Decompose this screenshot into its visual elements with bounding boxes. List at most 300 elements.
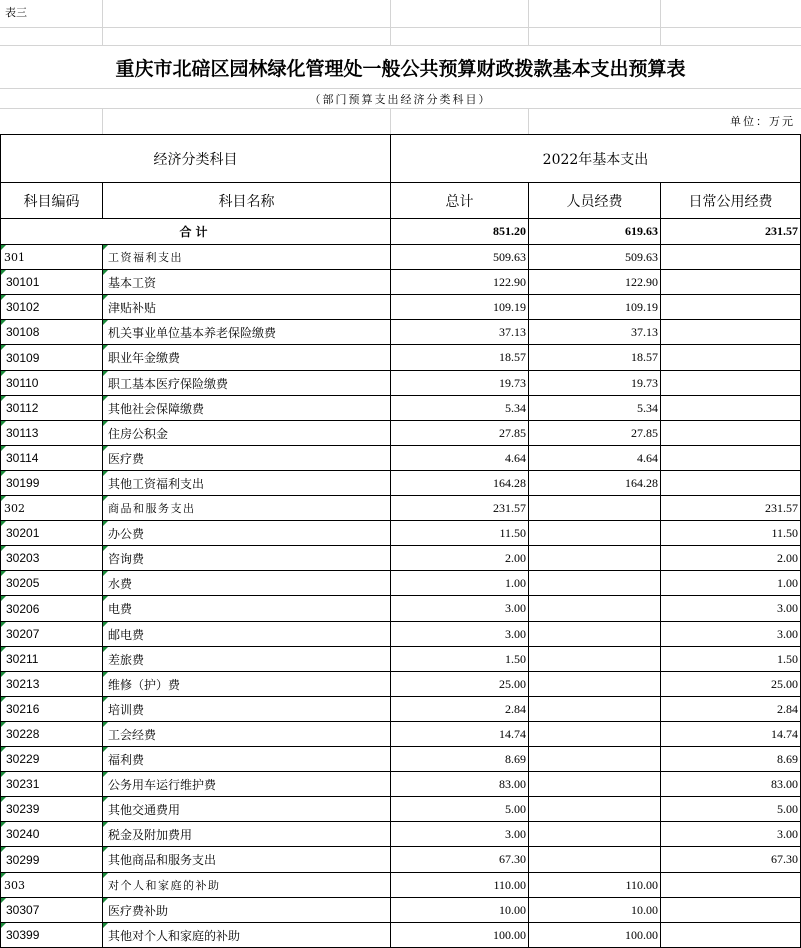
column-border <box>660 647 661 671</box>
column-border <box>528 797 529 821</box>
row-public <box>661 295 800 319</box>
cell-marker-icon <box>1 471 6 476</box>
cell-marker-icon <box>103 622 108 627</box>
row-name: 电费 <box>108 602 133 616</box>
column-border <box>102 446 103 470</box>
column-border <box>102 722 103 746</box>
row-public <box>661 471 800 495</box>
column-border <box>390 496 391 520</box>
row-public: 14.74 <box>771 726 798 741</box>
row-name: 职工基本医疗保险缴费 <box>108 376 229 391</box>
column-border <box>102 270 103 294</box>
row-total: 19.73 <box>499 375 526 390</box>
row-name: 医疗费 <box>108 451 145 466</box>
row-public: 5.00 <box>777 801 798 816</box>
cell-marker-icon <box>1 496 6 501</box>
row-public <box>661 898 800 922</box>
column-border <box>390 446 391 470</box>
column-border <box>660 546 661 570</box>
column-border <box>528 722 529 746</box>
row-personnel <box>529 797 660 821</box>
row-name: 福利费 <box>108 752 145 767</box>
row-name: 培训费 <box>108 702 145 717</box>
cell-marker-icon <box>103 797 108 802</box>
row-name: 商品和服务支出 <box>108 502 196 515</box>
row-total: 231.57 <box>493 500 526 515</box>
column-border <box>102 873 103 897</box>
column-border <box>390 421 391 445</box>
column-border <box>660 898 661 922</box>
row-name: 办公费 <box>108 526 145 541</box>
cell-marker-icon <box>103 345 108 350</box>
cell-marker-icon <box>1 320 6 325</box>
column-border <box>660 471 661 495</box>
row-name: 工会经费 <box>108 727 157 742</box>
column-border <box>102 320 103 344</box>
column-border <box>528 345 529 370</box>
column-border <box>390 697 391 721</box>
row-code: 30114 <box>6 451 39 465</box>
row-code: 30112 <box>6 401 39 415</box>
column-border <box>528 270 529 294</box>
column-border <box>528 697 529 721</box>
column-border <box>660 697 661 721</box>
row-name: 住房公积金 <box>108 426 169 441</box>
row-code: 30211 <box>6 652 39 666</box>
column-border <box>528 496 529 520</box>
column-border <box>102 596 103 621</box>
row-public <box>661 320 800 344</box>
column-border <box>528 421 529 445</box>
cell-marker-icon <box>103 923 108 928</box>
cell-marker-icon <box>1 345 6 350</box>
cell-marker-icon <box>1 847 6 852</box>
column-border <box>390 923 391 947</box>
row-personnel: 27.85 <box>631 425 658 440</box>
row-code: 30216 <box>6 702 40 716</box>
row-personnel <box>529 571 660 595</box>
row-public: 8.69 <box>777 751 798 766</box>
column-border <box>660 421 661 445</box>
cell-marker-icon <box>1 647 6 652</box>
row-personnel <box>529 596 660 621</box>
row-total: 110.00 <box>493 877 526 892</box>
header-public: 日常公用经费 <box>688 193 773 210</box>
row-total: 8.69 <box>505 751 526 766</box>
row-code: 30239 <box>6 802 40 816</box>
cell-marker-icon <box>1 697 6 702</box>
column-border <box>528 898 529 922</box>
row-code: 30101 <box>6 275 40 289</box>
cell-marker-icon <box>103 747 108 752</box>
column-border <box>528 596 529 621</box>
cell-marker-icon <box>1 672 6 677</box>
row-personnel: 19.73 <box>631 375 658 390</box>
cell-marker-icon <box>103 672 108 677</box>
row-personnel <box>529 647 660 671</box>
cell-marker-icon <box>103 471 108 476</box>
row-public: 3.00 <box>777 601 798 615</box>
cell-marker-icon <box>103 722 108 727</box>
row-public <box>661 873 800 897</box>
column-border <box>390 722 391 746</box>
column-border <box>102 345 103 370</box>
summary-total: 851.20 <box>493 224 526 238</box>
column-border <box>390 521 391 545</box>
row-total: 122.90 <box>493 274 526 289</box>
row-code: 30231 <box>6 777 40 791</box>
cell-marker-icon <box>1 396 6 401</box>
cell-marker-icon <box>103 245 108 250</box>
column-border <box>660 847 661 872</box>
cell-marker-icon <box>103 320 108 325</box>
column-border <box>102 822 103 846</box>
column-border <box>660 345 661 370</box>
row-total: 3.00 <box>505 826 526 841</box>
row-total: 3.00 <box>505 626 526 641</box>
row-personnel: 100.00 <box>625 927 658 942</box>
row-total: 509.63 <box>493 249 526 264</box>
cell-marker-icon <box>1 898 6 903</box>
column-border <box>660 923 661 947</box>
row-total: 4.64 <box>505 450 526 465</box>
row-personnel: 5.34 <box>637 400 658 415</box>
column-border <box>390 295 391 319</box>
column-border <box>390 345 391 370</box>
column-border <box>660 596 661 621</box>
row-public: 67.30 <box>771 852 798 866</box>
row-code: 30206 <box>6 601 40 616</box>
column-border <box>660 270 661 294</box>
column-border <box>390 571 391 595</box>
column-border <box>390 772 391 796</box>
row-total: 18.57 <box>499 350 526 364</box>
grid-line <box>102 0 103 45</box>
column-border <box>102 647 103 671</box>
column-border <box>102 898 103 922</box>
row-name: 差旅费 <box>108 652 145 667</box>
row-total: 25.00 <box>499 676 526 691</box>
cell-marker-icon <box>1 521 6 526</box>
grid-line <box>528 0 529 45</box>
cell-marker-icon <box>1 722 6 727</box>
column-border <box>102 622 103 646</box>
row-public <box>661 396 800 420</box>
row-public: 1.00 <box>777 575 798 590</box>
row-total: 83.00 <box>499 776 526 791</box>
cell-marker-icon <box>103 295 108 300</box>
row-personnel: 122.90 <box>625 274 658 289</box>
row-code: 30102 <box>6 300 40 314</box>
column-border <box>528 647 529 671</box>
column-border <box>528 295 529 319</box>
column-border <box>102 521 103 545</box>
row-total: 2.84 <box>505 701 526 716</box>
column-border <box>528 622 529 646</box>
row-code: 30299 <box>6 852 40 867</box>
column-border <box>660 521 661 545</box>
page-subtitle: （部门预算支出经济分类科目） <box>309 92 492 106</box>
column-border <box>390 672 391 696</box>
row-public: 3.00 <box>777 626 798 641</box>
column-border <box>660 245 661 269</box>
row-total: 164.28 <box>493 475 526 490</box>
column-border <box>660 571 661 595</box>
column-border <box>660 295 661 319</box>
row-code: 301 <box>4 250 25 264</box>
row-name: 基本工资 <box>108 275 157 290</box>
column-border <box>528 873 529 897</box>
row-public: 25.00 <box>771 676 798 691</box>
column-border <box>528 396 529 420</box>
row-personnel: 4.64 <box>637 450 658 465</box>
cell-marker-icon <box>1 622 6 627</box>
column-border <box>528 471 529 495</box>
column-border <box>528 571 529 595</box>
column-border <box>102 772 103 796</box>
row-name: 津贴补贴 <box>108 300 157 315</box>
column-border <box>390 622 391 646</box>
row-name: 其他工资福利支出 <box>108 476 205 491</box>
row-personnel <box>529 697 660 721</box>
column-border <box>528 923 529 947</box>
cell-marker-icon <box>1 571 6 576</box>
row-total: 5.00 <box>505 801 526 816</box>
row-name: 公务用车运行维护费 <box>108 777 217 792</box>
column-border <box>660 772 661 796</box>
column-border <box>528 245 529 269</box>
row-total: 5.34 <box>505 400 526 415</box>
row-public <box>661 923 800 947</box>
cell-marker-icon <box>103 396 108 401</box>
cell-marker-icon <box>103 873 108 878</box>
row-name: 医疗费补助 <box>108 903 169 918</box>
row-public: 1.50 <box>777 651 798 666</box>
row-code: 30199 <box>6 476 40 490</box>
row-total: 109.19 <box>493 299 526 314</box>
column-border <box>660 672 661 696</box>
column-border <box>102 496 103 520</box>
row-code: 30207 <box>6 627 40 641</box>
row-name: 对个人和家庭的补助 <box>108 879 221 892</box>
column-border <box>660 722 661 746</box>
row-code: 30109 <box>6 350 40 365</box>
row-personnel <box>529 772 660 796</box>
row-public: 231.57 <box>765 500 798 515</box>
row-code: 30201 <box>6 526 40 540</box>
row-total: 67.30 <box>499 852 526 866</box>
column-border <box>528 847 529 872</box>
row-personnel: 164.28 <box>625 475 658 490</box>
row-code: 30213 <box>6 677 40 691</box>
header-code: 科目编码 <box>23 193 80 210</box>
cell-marker-icon <box>1 772 6 777</box>
row-total: 11.50 <box>499 525 526 540</box>
header-personnel: 人员经费 <box>566 193 623 210</box>
row-total: 27.85 <box>499 425 526 440</box>
column-border <box>390 371 391 395</box>
cell-marker-icon <box>103 847 108 852</box>
column-border <box>660 496 661 520</box>
row-public <box>661 270 800 294</box>
summary-label: 合计 <box>179 225 212 239</box>
row-total: 2.00 <box>505 550 526 565</box>
cell-marker-icon <box>1 245 6 250</box>
column-border <box>102 421 103 445</box>
column-border <box>102 295 103 319</box>
row-code: 30203 <box>6 551 40 565</box>
grid-line <box>528 108 529 134</box>
column-border <box>102 396 103 420</box>
row-total: 10.00 <box>499 902 526 917</box>
row-personnel <box>529 747 660 771</box>
row-personnel <box>529 622 660 646</box>
header-name: 科目名称 <box>218 193 275 210</box>
row-name: 其他商品和服务支出 <box>108 853 217 867</box>
row-personnel: 110.00 <box>625 877 658 892</box>
row-personnel <box>529 496 660 520</box>
cell-marker-icon <box>1 923 6 928</box>
cell-marker-icon <box>103 421 108 426</box>
row-public: 11.50 <box>771 525 798 540</box>
cell-marker-icon <box>1 371 6 376</box>
row-public <box>661 421 800 445</box>
row-public <box>661 446 800 470</box>
row-public <box>661 371 800 395</box>
grid-line <box>0 27 801 28</box>
row-personnel <box>529 722 660 746</box>
column-border <box>660 320 661 344</box>
row-code: 30307 <box>6 903 40 917</box>
column-border <box>660 622 661 646</box>
row-public <box>661 345 800 370</box>
column-border <box>390 822 391 846</box>
row-personnel <box>529 672 660 696</box>
column-border <box>528 672 529 696</box>
column-border <box>102 847 103 872</box>
row-total: 14.74 <box>499 726 526 741</box>
row-name: 其他交通费用 <box>108 802 181 817</box>
column-border <box>390 596 391 621</box>
row-personnel <box>529 546 660 570</box>
column-border <box>102 571 103 595</box>
row-name: 邮电费 <box>108 627 145 642</box>
cell-marker-icon <box>103 546 108 551</box>
row-public: 2.00 <box>777 550 798 565</box>
unit-label: 单位：万元 <box>730 115 795 128</box>
column-border <box>390 471 391 495</box>
column-border <box>528 320 529 344</box>
cell-marker-icon <box>103 822 108 827</box>
column-border <box>390 747 391 771</box>
row-name: 咨询费 <box>108 551 145 566</box>
row-code: 30108 <box>6 325 40 339</box>
row-total: 1.00 <box>505 575 526 590</box>
cell-marker-icon <box>103 496 108 501</box>
cell-marker-icon <box>1 546 6 551</box>
column-border <box>102 672 103 696</box>
column-border <box>528 446 529 470</box>
column-border <box>390 245 391 269</box>
page-title: 重庆市北碚区园林绿化管理处一般公共预算财政拨款基本支出预算表 <box>115 57 686 80</box>
column-border <box>102 747 103 771</box>
column-border <box>102 923 103 947</box>
cell-marker-icon <box>1 421 6 426</box>
header-total: 总计 <box>445 193 474 210</box>
column-border <box>660 396 661 420</box>
header-year-expense: 2022年基本支出 <box>542 151 649 168</box>
row-code: 30228 <box>6 727 40 741</box>
cell-marker-icon <box>103 898 108 903</box>
cell-marker-icon <box>1 747 6 752</box>
row-total: 3.00 <box>505 601 526 615</box>
row-name: 其他社会保障缴费 <box>108 401 205 416</box>
column-border <box>528 747 529 771</box>
column-border <box>390 797 391 821</box>
row-public: 2.84 <box>777 701 798 716</box>
row-name: 职业年金缴费 <box>108 351 181 365</box>
column-border <box>660 822 661 846</box>
cell-marker-icon <box>103 371 108 376</box>
row-personnel: 18.57 <box>631 350 658 364</box>
row-public: 3.00 <box>777 826 798 841</box>
column-border <box>528 546 529 570</box>
row-personnel <box>529 521 660 545</box>
cell-marker-icon <box>1 596 6 601</box>
column-border <box>528 772 529 796</box>
column-border <box>390 647 391 671</box>
row-name: 水费 <box>108 576 133 591</box>
cell-marker-icon <box>103 647 108 652</box>
column-border <box>390 320 391 344</box>
row-total: 1.50 <box>505 651 526 666</box>
grid-line <box>660 0 661 45</box>
column-border <box>660 873 661 897</box>
cell-marker-icon <box>1 295 6 300</box>
column-border <box>660 371 661 395</box>
sheet-label: 表三 <box>5 6 27 19</box>
column-border <box>102 471 103 495</box>
row-personnel: 109.19 <box>625 299 658 314</box>
column-border <box>390 898 391 922</box>
column-border <box>390 270 391 294</box>
grid-line <box>102 108 103 134</box>
row-code: 302 <box>4 501 25 515</box>
cell-marker-icon <box>1 270 6 275</box>
cell-marker-icon <box>1 822 6 827</box>
column-border <box>102 697 103 721</box>
column-border <box>660 747 661 771</box>
cell-marker-icon <box>103 596 108 601</box>
cell-marker-icon <box>103 772 108 777</box>
row-public <box>661 245 800 269</box>
row-code: 30113 <box>6 426 39 440</box>
column-border <box>102 546 103 570</box>
cell-marker-icon <box>103 571 108 576</box>
row-total: 100.00 <box>493 927 526 942</box>
row-code: 30229 <box>6 752 40 766</box>
row-code: 30240 <box>6 827 40 841</box>
row-total: 37.13 <box>499 324 526 339</box>
cell-marker-icon <box>103 521 108 526</box>
grid-line <box>390 108 391 134</box>
grid-line <box>0 108 801 109</box>
summary-public: 231.57 <box>765 224 798 238</box>
column-border <box>390 873 391 897</box>
row-personnel: 37.13 <box>631 324 658 339</box>
row-name: 工资福利支出 <box>108 251 183 264</box>
cell-marker-icon <box>103 697 108 702</box>
